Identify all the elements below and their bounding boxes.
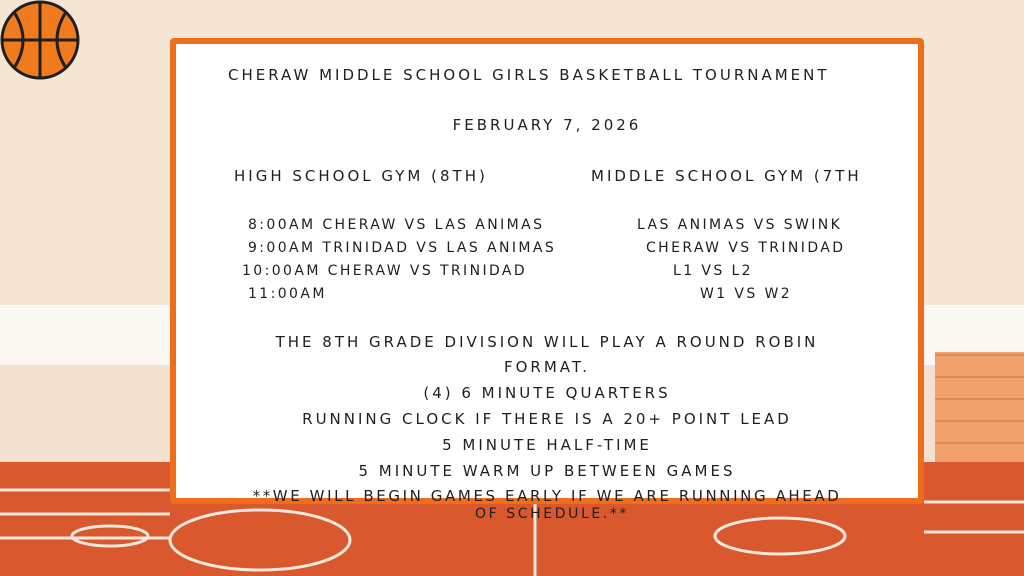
left-game-1: 8:00AM CHERAW VS LAS ANIMAS — [248, 217, 545, 233]
right-game-1: LAS ANIMAS VS SWINK — [637, 217, 843, 233]
left-game-2: 9:00AM TRINIDAD VS LAS ANIMAS — [248, 240, 557, 256]
left-gym-heading: HIGH SCHOOL GYM (8TH) — [234, 167, 488, 185]
note-line-8: OF SCHEDULE.** — [474, 506, 630, 522]
note-line-1: THE 8TH GRADE DIVISION WILL PLAY A ROUND ROBIN — [275, 333, 819, 351]
tournament-title: CHERAW MIDDLE SCHOOL GIRLS BASKETBALL TOURNAMENT — [228, 66, 830, 84]
right-game-2: CHERAW VS TRINIDAD — [646, 240, 846, 256]
right-gym-heading: MIDDLE SCHOOL GYM (7TH — [591, 167, 862, 185]
right-game-4: W1 VS W2 — [700, 286, 793, 302]
left-game-4: 11:00AM — [248, 286, 327, 302]
note-line-6: 5 MINUTE WARM UP BETWEEN GAMES — [358, 462, 736, 480]
wood-panel — [935, 352, 1024, 464]
note-line-7: **WE WILL BEGIN GAMES EARLY IF WE ARE RUNNING AHEAD — [252, 487, 842, 505]
right-game-3: L1 VS L2 — [673, 263, 753, 279]
note-line-2: FORMAT. — [503, 358, 591, 376]
tournament-card — [170, 38, 924, 504]
note-line-3: (4) 6 MINUTE QUARTERS — [423, 384, 671, 402]
left-game-3: 10:00AM CHERAW VS TRINIDAD — [242, 263, 528, 279]
tournament-date: FEBRUARY 7, 2026 — [452, 116, 642, 134]
basketball-icon — [0, 0, 84, 84]
note-line-5: 5 MINUTE HALF-TIME — [442, 436, 652, 454]
note-line-4: RUNNING CLOCK IF THERE IS A 20+ POINT LEAD — [302, 410, 792, 428]
